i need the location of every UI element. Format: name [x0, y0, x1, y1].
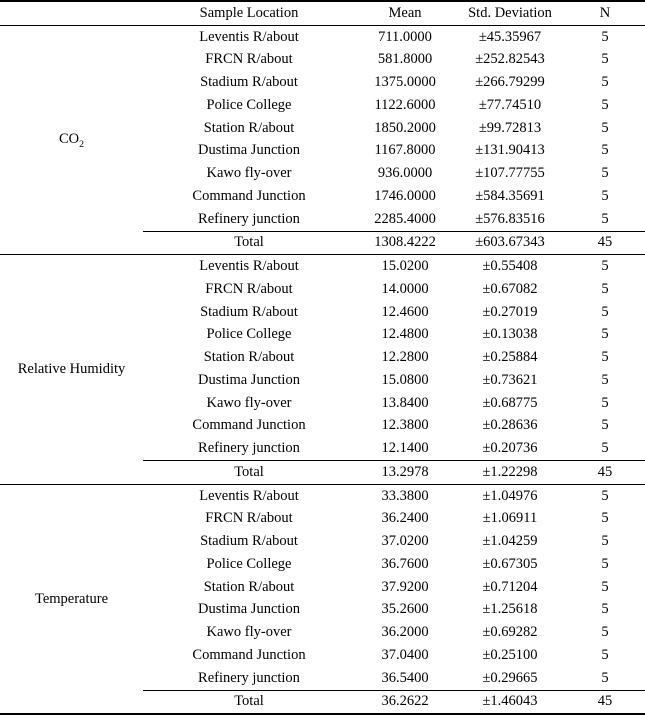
- cell-location: Refinery junction: [143, 437, 355, 460]
- variable-label-cell: [0, 255, 143, 485]
- cell-std: ±0.67305: [482, 555, 538, 572]
- cell-n: 5: [601, 28, 609, 45]
- cell-n: 5: [601, 417, 609, 434]
- cell-std: ±1.04976: [482, 487, 538, 504]
- table-row: [0, 25, 645, 48]
- cell-std: ±252.82543: [475, 51, 545, 68]
- total-cell-std: ±603.67343: [455, 231, 565, 255]
- cell-location: Kawo fly-over: [206, 165, 292, 182]
- cell-location: Command Junction: [192, 646, 306, 663]
- cell-location: Refinery junction: [143, 667, 355, 690]
- cell-mean: 1167.8000: [374, 142, 436, 159]
- cell-location: Police College: [206, 326, 292, 343]
- cell-n: 5: [601, 646, 609, 663]
- cell-std: ±576.83516: [455, 208, 565, 231]
- cell-location: Kawo fly-over: [206, 624, 292, 641]
- cell-mean: 35.2600: [381, 601, 429, 618]
- total-cell-mean: 1308.4222: [355, 231, 455, 255]
- cell-n: 5: [601, 601, 609, 618]
- cell-n: 5: [601, 187, 609, 204]
- cell-n: 5: [601, 119, 609, 136]
- cell-n: 5: [601, 533, 609, 550]
- cell-std: ±584.35691: [475, 187, 545, 204]
- cell-std: ±1.06911: [482, 510, 538, 527]
- cell-mean: 12.4600: [381, 303, 429, 320]
- total-cell-std: ±1.22298: [455, 461, 565, 485]
- cell-mean: 2285.4000: [355, 208, 455, 231]
- cell-n: 5: [601, 624, 609, 641]
- variable-label: Temperature: [34, 590, 109, 607]
- cell-mean: 1746.0000: [374, 187, 436, 204]
- cell-location: Command Junction: [192, 187, 306, 204]
- total-cell-mean: 36.2622: [355, 690, 455, 714]
- cell-std: ±0.25100: [482, 646, 538, 663]
- cell-n: 5: [601, 280, 609, 297]
- cell-std: ±131.90413: [475, 142, 545, 159]
- cell-location: Station R/about: [203, 578, 295, 595]
- table-row: [0, 484, 645, 507]
- cell-std: ±0.67082: [482, 280, 538, 297]
- header-sample-location: Sample Location: [143, 1, 355, 25]
- cell-mean: 37.9200: [381, 578, 429, 595]
- cell-location: Stadium R/about: [200, 303, 298, 320]
- cell-location: Leventis R/about: [199, 258, 299, 275]
- cell-mean: 36.5400: [355, 667, 455, 690]
- cell-std: ±0.69282: [482, 624, 538, 641]
- cell-std: ±107.77755: [475, 165, 545, 182]
- cell-n: 5: [601, 555, 609, 572]
- cell-location: Police College: [206, 96, 292, 113]
- cell-n: 5: [601, 510, 609, 527]
- cell-location: Leventis R/about: [199, 28, 299, 45]
- cell-mean: 936.0000: [377, 165, 433, 182]
- cell-mean: 1850.2000: [374, 119, 436, 136]
- cell-location: FRCN R/about: [205, 280, 293, 297]
- cell-mean: 1375.0000: [374, 74, 436, 91]
- cell-std: ±99.72813: [478, 119, 542, 136]
- cell-std: ±0.71204: [482, 578, 538, 595]
- cell-mean: 581.8000: [377, 51, 433, 68]
- cell-location: Dustima Junction: [198, 142, 300, 159]
- cell-n: 5: [601, 578, 609, 595]
- cell-n: 5: [601, 349, 609, 366]
- cell-location: Police College: [206, 555, 292, 572]
- cell-mean: 14.0000: [381, 280, 429, 297]
- cell-std: ±77.74510: [478, 96, 542, 113]
- cell-mean: 37.0400: [381, 646, 429, 663]
- total-cell-n: 45: [565, 690, 645, 714]
- cell-mean: 37.0200: [381, 533, 429, 550]
- cell-mean: 33.3800: [381, 487, 429, 504]
- cell-mean: 12.3800: [381, 417, 429, 434]
- cell-std: ±0.68775: [482, 394, 538, 411]
- cell-std: ±0.27019: [482, 303, 538, 320]
- cell-n: 5: [565, 667, 645, 690]
- cell-n: 5: [601, 326, 609, 343]
- header-empty-cell: [0, 1, 143, 25]
- cell-std: ±0.25884: [482, 349, 538, 366]
- total-cell-n: 45: [565, 461, 645, 485]
- total-cell-location: Total: [143, 690, 355, 714]
- cell-n: 5: [601, 371, 609, 388]
- cell-location: Kawo fly-over: [206, 394, 292, 411]
- cell-n: 5: [565, 208, 645, 231]
- cell-std: ±1.04259: [482, 533, 538, 550]
- cell-location: FRCN R/about: [205, 51, 293, 68]
- cell-mean: 36.7600: [381, 555, 429, 572]
- cell-mean: 1122.6000: [374, 96, 436, 113]
- variable-label: CO: [58, 130, 80, 147]
- cell-std: ±0.28636: [482, 417, 538, 434]
- cell-std: ±1.25618: [482, 601, 538, 618]
- cell-mean: 12.2800: [381, 349, 429, 366]
- variable-label-cell: [0, 25, 143, 255]
- cell-mean: 711.0000: [378, 28, 432, 45]
- cell-n: 5: [601, 74, 609, 91]
- cell-location: Stadium R/about: [200, 533, 298, 550]
- cell-std: ±266.79299: [475, 74, 545, 91]
- cell-n: 5: [601, 165, 609, 182]
- cell-std: ±0.20736: [455, 437, 565, 460]
- cell-n: 5: [601, 303, 609, 320]
- cell-mean: 12.1400: [355, 437, 455, 460]
- variable-label: Relative Humidity: [17, 361, 126, 377]
- header-std-deviation: Std. Deviation: [455, 1, 565, 25]
- total-cell-location: Total: [143, 231, 355, 255]
- cell-n: 5: [601, 142, 609, 159]
- cell-location: Station R/about: [203, 119, 295, 136]
- total-cell-location: Total: [143, 461, 355, 485]
- cell-location: Refinery junction: [143, 208, 355, 231]
- cell-n: 5: [601, 394, 609, 411]
- cell-n: 5: [565, 437, 645, 460]
- header-mean: Mean: [355, 1, 455, 25]
- header-n: N: [565, 1, 645, 25]
- cell-std: ±0.73621: [482, 371, 538, 388]
- cell-std: ±0.29665: [455, 667, 565, 690]
- table-row: [0, 255, 645, 278]
- cell-location: Dustima Junction: [198, 371, 300, 388]
- cell-location: Stadium R/about: [200, 74, 298, 91]
- cell-mean: 12.4800: [381, 326, 429, 343]
- total-cell-mean: 13.2978: [355, 461, 455, 485]
- cell-std: ±45.35967: [478, 28, 542, 45]
- cell-mean: 15.0800: [381, 371, 429, 388]
- variable-label-cell: [0, 484, 143, 714]
- cell-location: Dustima Junction: [198, 601, 300, 618]
- total-cell-std: ±1.46043: [455, 690, 565, 714]
- cell-n: 5: [601, 258, 609, 275]
- cell-mean: 36.2400: [381, 510, 429, 527]
- cell-n: 5: [601, 96, 609, 113]
- cell-location: Station R/about: [203, 349, 295, 366]
- cell-location: FRCN R/about: [205, 510, 293, 527]
- table-body: [0, 25, 645, 714]
- cell-mean: 36.2000: [381, 624, 429, 641]
- cell-std: ±0.55408: [482, 258, 538, 275]
- cell-location: Command Junction: [192, 417, 306, 434]
- cell-n: 5: [601, 51, 609, 68]
- header-row: [0, 1, 645, 25]
- cell-mean: 13.8400: [381, 394, 429, 411]
- cell-n: 5: [601, 487, 609, 504]
- variable-subscript: 2: [79, 138, 85, 150]
- total-cell-n: 45: [565, 231, 645, 255]
- cell-mean: 15.0200: [381, 258, 429, 275]
- cell-location: Leventis R/about: [199, 487, 299, 504]
- cell-std: ±0.13038: [482, 326, 538, 343]
- table-header: [0, 1, 645, 25]
